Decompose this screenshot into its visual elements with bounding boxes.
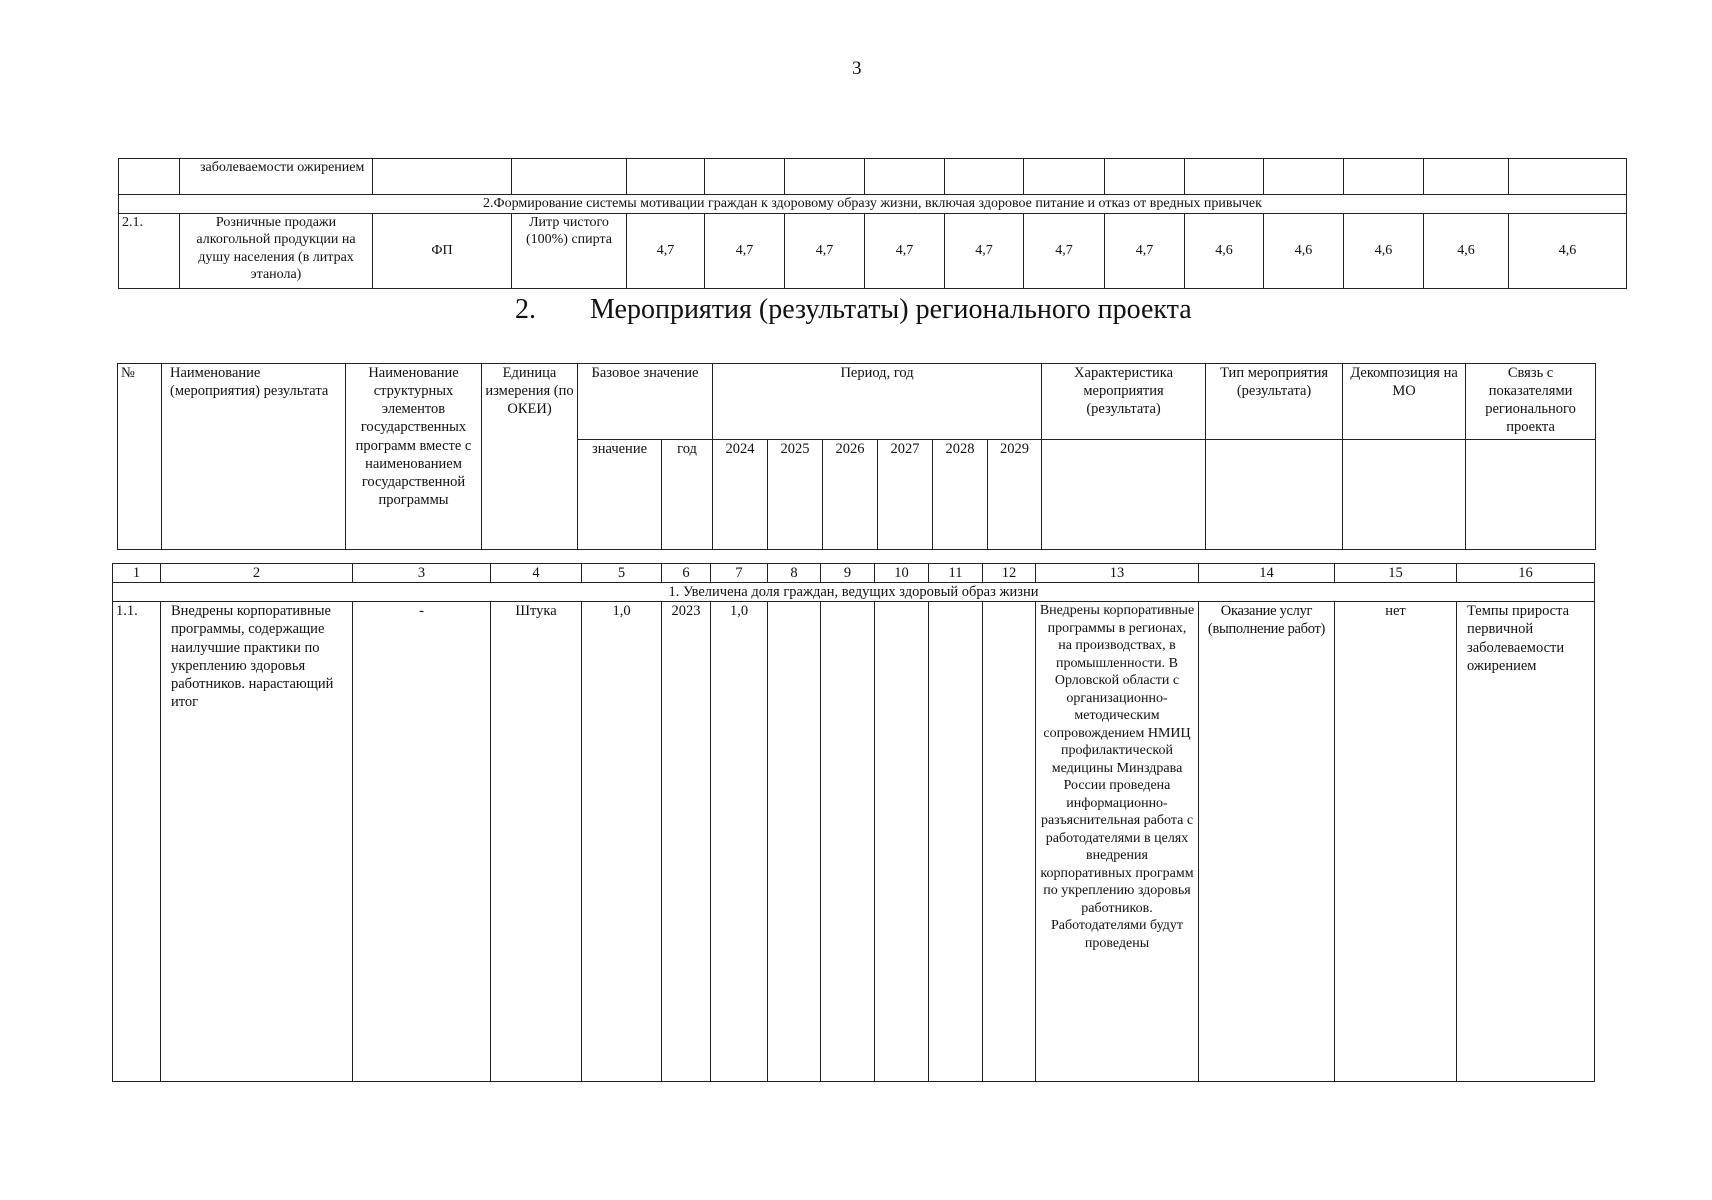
value-cell: 4,7	[865, 213, 945, 288]
col-number: 5	[582, 564, 662, 583]
col-number: 16	[1457, 564, 1595, 583]
col-header-period: Период, год	[713, 364, 1042, 440]
activity-name: Внедрены корпоративные программы, содержащие наилучшие практики по укреплению здоровья работников. нарастающий итог	[161, 602, 353, 1082]
activity-unit: Штука	[491, 602, 582, 1082]
col-header-char: Характеристика мероприятия (результата)	[1042, 364, 1206, 440]
table-cell	[119, 159, 180, 195]
base-value: 1,0	[582, 602, 662, 1082]
value-cell: 4,6	[1344, 213, 1424, 288]
col-number: 6	[662, 564, 711, 583]
section-header: 2.Формирование системы мотивации граждан к здоровому образу жизни, включая здоровое питание и отказ от вредных привычек	[119, 195, 1627, 214]
activity-characteristic: Внедрены корпоративные программы в регионах, на производствах, в промышленности. В Орловской области с организационно-методическим сопровождением НМИЦ профилактической медицины Минздрава России проведена информационно-разъяснительная работа с работодателями в целях внедрения корпоративных программ по укреплению здоровья работников. Работодателями будут проведены	[1036, 602, 1199, 1082]
value-cell: 4,6	[1424, 213, 1509, 288]
col-number: 11	[929, 564, 983, 583]
col-number: 15	[1335, 564, 1457, 583]
section-number: 2.	[515, 294, 536, 325]
value-2024: 1,0	[711, 602, 768, 1082]
col-header-struct: Наименование структурных элементов государственных программ вместе с наименованием государственной программы	[346, 364, 482, 550]
activities-header-table	[117, 363, 1596, 550]
col-number: 10	[875, 564, 929, 583]
decomposition: нет	[1335, 602, 1457, 1082]
value-cell: 4,7	[627, 213, 705, 288]
col-number: 4	[491, 564, 582, 583]
page-number: 3	[852, 58, 862, 79]
col-number: 3	[353, 564, 491, 583]
col-header-link: Связь с показателями регионального проекта	[1466, 364, 1596, 440]
col-number: 7	[711, 564, 768, 583]
col-header-year: 2028	[933, 440, 988, 550]
value-cell: 4,7	[945, 213, 1024, 288]
col-number: 14	[1199, 564, 1335, 583]
col-number: 12	[983, 564, 1036, 583]
col-number: 8	[768, 564, 821, 583]
section-title	[515, 294, 1192, 326]
value-cell: 4,6	[1264, 213, 1344, 288]
activities-body-table	[112, 563, 1595, 1082]
col-header-year: 2029	[988, 440, 1042, 550]
col-header-unit: Единица измерения (по ОКЕИ)	[482, 364, 578, 550]
base-year: 2023	[662, 602, 711, 1082]
value-cell: 4,7	[1105, 213, 1185, 288]
value-cell: 4,6	[1185, 213, 1264, 288]
col-header-year: 2026	[823, 440, 878, 550]
col-header-name: Наименование (мероприятия) результата	[162, 364, 346, 550]
value-cell: 4,7	[785, 213, 865, 288]
col-header-base-year: год	[662, 440, 713, 550]
indicator-level: ФП	[373, 213, 512, 288]
col-header-type: Тип мероприятия (результата)	[1206, 364, 1343, 440]
value-cell: 4,6	[1509, 213, 1627, 288]
section-header: 1. Увеличена доля граждан, ведущих здоровый образ жизни	[113, 583, 1595, 602]
col-header-base-value: значение	[578, 440, 662, 550]
row-number: 2.1.	[119, 213, 180, 288]
col-number: 2	[161, 564, 353, 583]
indicator-name-cont: заболеваемости ожирением	[180, 159, 373, 195]
col-header-year: 2027	[878, 440, 933, 550]
col-header-year: 2025	[768, 440, 823, 550]
struct-element: -	[353, 602, 491, 1082]
indicator-name: Розничные продажи алкогольной продукции на душу населения (в литрах этанола)	[180, 213, 373, 288]
col-number: 13	[1036, 564, 1199, 583]
col-number: 9	[821, 564, 875, 583]
link-indicators: Темпы прироста первичной заболеваемости ожирением	[1457, 602, 1595, 1082]
col-header-year: 2024	[713, 440, 768, 550]
activity-type: Оказание услуг (выполнение работ)	[1199, 602, 1335, 1082]
value-cell: 4,7	[1024, 213, 1105, 288]
value-cell: 4,7	[705, 213, 785, 288]
col-header-num: №	[118, 364, 162, 550]
indicators-table-continued	[118, 158, 1627, 289]
section-title-text: Мероприятия (результаты) регионального проекта	[590, 294, 1192, 325]
indicator-unit: Литр чистого (100%) спирта	[512, 213, 627, 288]
col-header-base: Базовое значение	[578, 364, 713, 440]
col-number: 1	[113, 564, 161, 583]
row-number: 1.1.	[113, 602, 161, 1082]
col-header-decomp: Декомпозиция на МО	[1343, 364, 1466, 440]
